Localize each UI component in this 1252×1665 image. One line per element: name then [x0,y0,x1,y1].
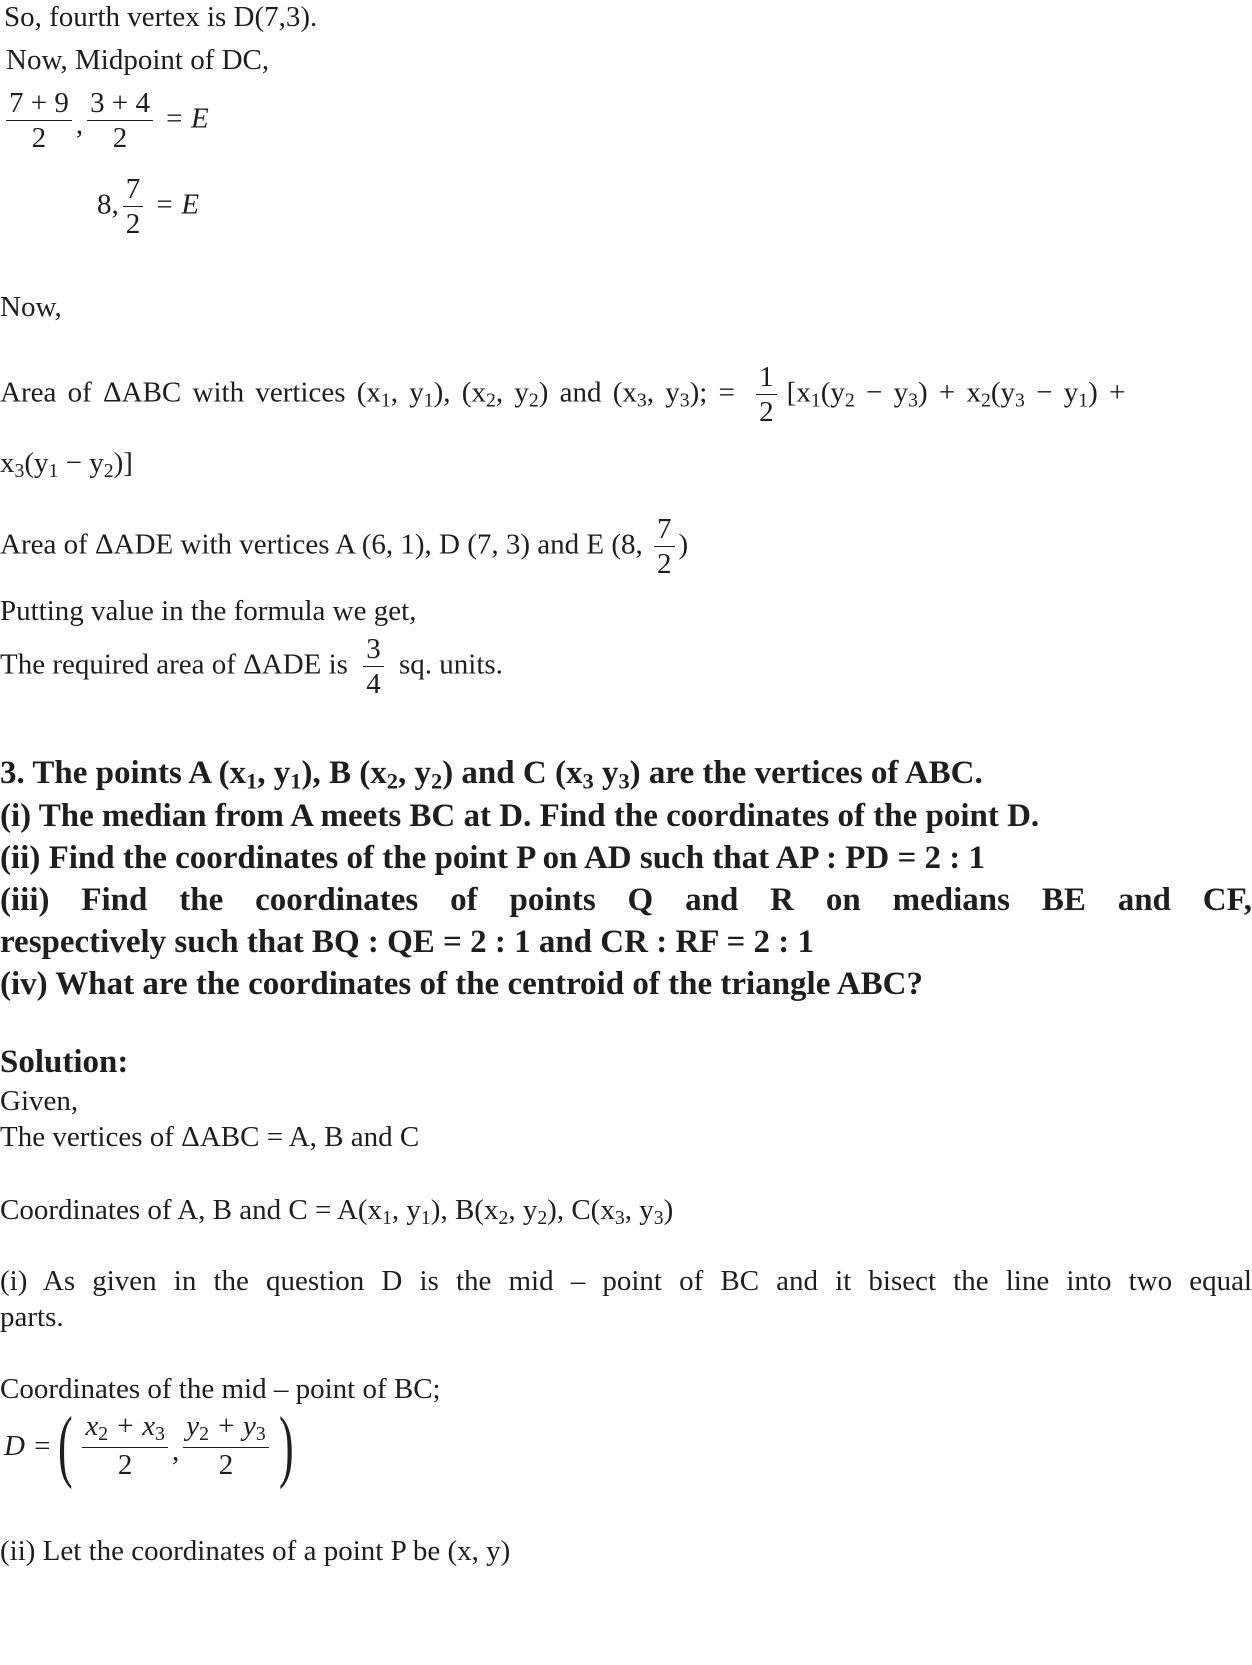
question-part-iii-line2: respectively such that BQ : QE = 2 : 1 and CR : RF = 2 : 1 [0,924,814,960]
subscript: 2 [844,389,855,412]
text: , y [624,1194,654,1226]
question-part-ii: (ii) Find the coordinates of the point P on AD such that AP : PD = 2 : 1 [0,840,986,876]
text: (y [24,447,49,479]
text: + x [108,1410,156,1443]
numerator [183,1411,269,1448]
right-paren: ) [278,1402,294,1490]
text: D = [4,1430,52,1462]
subscript: 2 [98,1423,109,1446]
text: )] [113,447,133,479]
text: Coordinates of A, B and C = A(x [0,1194,383,1226]
value-8: 8, [97,188,119,221]
text-midpoint-dc: Now, Midpoint of DC, [6,44,270,76]
text: ) + [1088,376,1126,409]
numerator: 7 [654,514,675,547]
ade-vertices-line [0,514,688,580]
comma: , [171,1435,180,1467]
question-part-i: (i) The median from A meets BC at D. Find the coordinates of the point D. [0,798,1040,834]
text-fourth-vertex: So, fourth vertex is D(7,3). [4,1,318,33]
subscript: 2 [386,768,398,794]
text: , y [495,376,529,409]
text: x [0,447,15,479]
numerator: 7 [123,174,144,207]
subscript: 2 [199,1423,209,1446]
subscript: 2 [528,389,539,412]
denominator: 2 [218,1449,234,1482]
text: ) [663,1194,674,1226]
denominator: 2 [125,208,141,241]
text: ) and (x [538,376,637,409]
text-given: Given, [0,1085,79,1117]
denominator: 2 [112,122,128,155]
equals-e: = E [164,102,209,135]
left-paren: ( [57,1402,73,1490]
denominator: 2 [31,122,47,155]
text: ) [678,528,689,561]
denominator: 2 [657,548,672,581]
subscript: 2 [485,389,496,412]
midpoint-bc-label: Coordinates of the mid – point of BC; [0,1373,441,1405]
fraction-half [756,362,777,428]
denominator: 4 [366,668,381,701]
subscript: 3 [636,389,647,412]
subscript: 3 [155,1423,165,1446]
numerator: 3 + 4 [87,88,153,121]
subscript: 3 [582,768,594,794]
solution-part-ii: (ii) Let the coordinates of a point P be (x, y) [0,1535,511,1567]
subscript: 3 [255,1423,266,1446]
text: ), C(x [547,1194,615,1226]
d-formula [4,1402,299,1490]
text: Area of ΔABC with vertices (x [0,376,381,409]
text: − y [58,447,104,479]
comma: , [75,108,84,141]
subscript: 3 [1015,389,1025,412]
subscript: 2 [430,768,443,794]
area-formula-continuation [0,446,133,488]
subscript: 3 [614,1206,625,1229]
fraction [363,634,384,700]
subscript: 1 [380,389,391,412]
subscript: 1 [423,389,434,412]
fraction-x [82,1411,168,1480]
question-3-title [0,753,983,802]
midpoint-equation-1 [2,88,209,154]
numerator [82,1411,168,1448]
subscript: 1 [420,1206,431,1229]
text: − y [854,376,909,409]
subscript: 1 [1078,389,1089,412]
solution-heading: Solution: [0,1044,129,1080]
text: x [85,1410,99,1443]
text: + y [208,1410,256,1443]
text: ), B (x [301,755,387,791]
question-part-iii-line1: (iii) Find the coordinates of points Q and R on medians BE and CF, [0,882,1252,918]
text: (y [990,376,1015,409]
text: , y [257,755,291,791]
text: , y [646,376,680,409]
numerator: 7 + 9 [6,88,72,121]
subscript: 2 [103,459,114,482]
subscript: 3 [14,459,25,482]
solution-part-i-line1: (i) As given in the question D is the mid – point of BC and it bisect the line into two equal [0,1265,1252,1297]
fraction-y [183,1411,269,1480]
text: y [186,1410,200,1443]
subscript: 2 [980,389,991,412]
solution-part-i-line2: parts. [0,1301,64,1333]
coordinates-line [0,1193,673,1235]
fraction [87,88,153,154]
text: ) and C (x [442,755,583,791]
text-now: Now, [0,291,62,323]
area-formula-line [0,362,1252,428]
subscript: 2 [537,1206,548,1229]
fraction [654,514,675,580]
numerator: 3 [363,634,384,667]
text: Area of ΔADE with vertices A (6, 1), D (7, 3) and E (8, [0,528,643,561]
text: 3. The points A (x [0,755,247,791]
text: ), B(x [430,1194,499,1226]
text: , y [390,376,424,409]
text: ) are the vertices of ABC. [629,755,983,791]
text: y [593,755,619,791]
subscript: 1 [246,768,258,794]
text-putting-value: Putting value in the formula we get, [0,595,417,627]
text: − y [1024,376,1079,409]
text-vertices: The vertices of ΔABC = A, B and C [0,1121,420,1153]
text: , y [397,755,431,791]
text: The required area of ΔADE is [0,648,348,681]
required-area-line [0,634,503,700]
text: , y [391,1194,421,1226]
text: ), (x [433,376,486,409]
text: (y [820,376,845,409]
fraction [6,88,72,154]
denominator: 2 [117,1449,133,1482]
fraction [123,174,144,240]
midpoint-equation-2 [97,174,199,240]
subscript: 1 [810,389,821,412]
subscript: 3 [653,1206,664,1229]
equals-e: = E [154,188,200,221]
subscript: 1 [290,768,302,794]
subscript: 3 [908,389,918,412]
subscript: 3 [679,389,690,412]
text: ); = [689,376,735,409]
subscript: 1 [48,459,59,482]
denominator: 2 [759,396,774,429]
subscript: 1 [382,1206,392,1229]
text: [x [786,376,811,409]
subscript: 2 [498,1206,509,1229]
question-part-iv: (iv) What are the coordinates of the centroid of the triangle ABC? [0,966,923,1002]
text: sq. units. [398,648,503,681]
subscript: 3 [618,768,630,794]
numerator: 1 [756,362,777,395]
text: ) + x [917,376,981,409]
text: , y [508,1194,538,1226]
